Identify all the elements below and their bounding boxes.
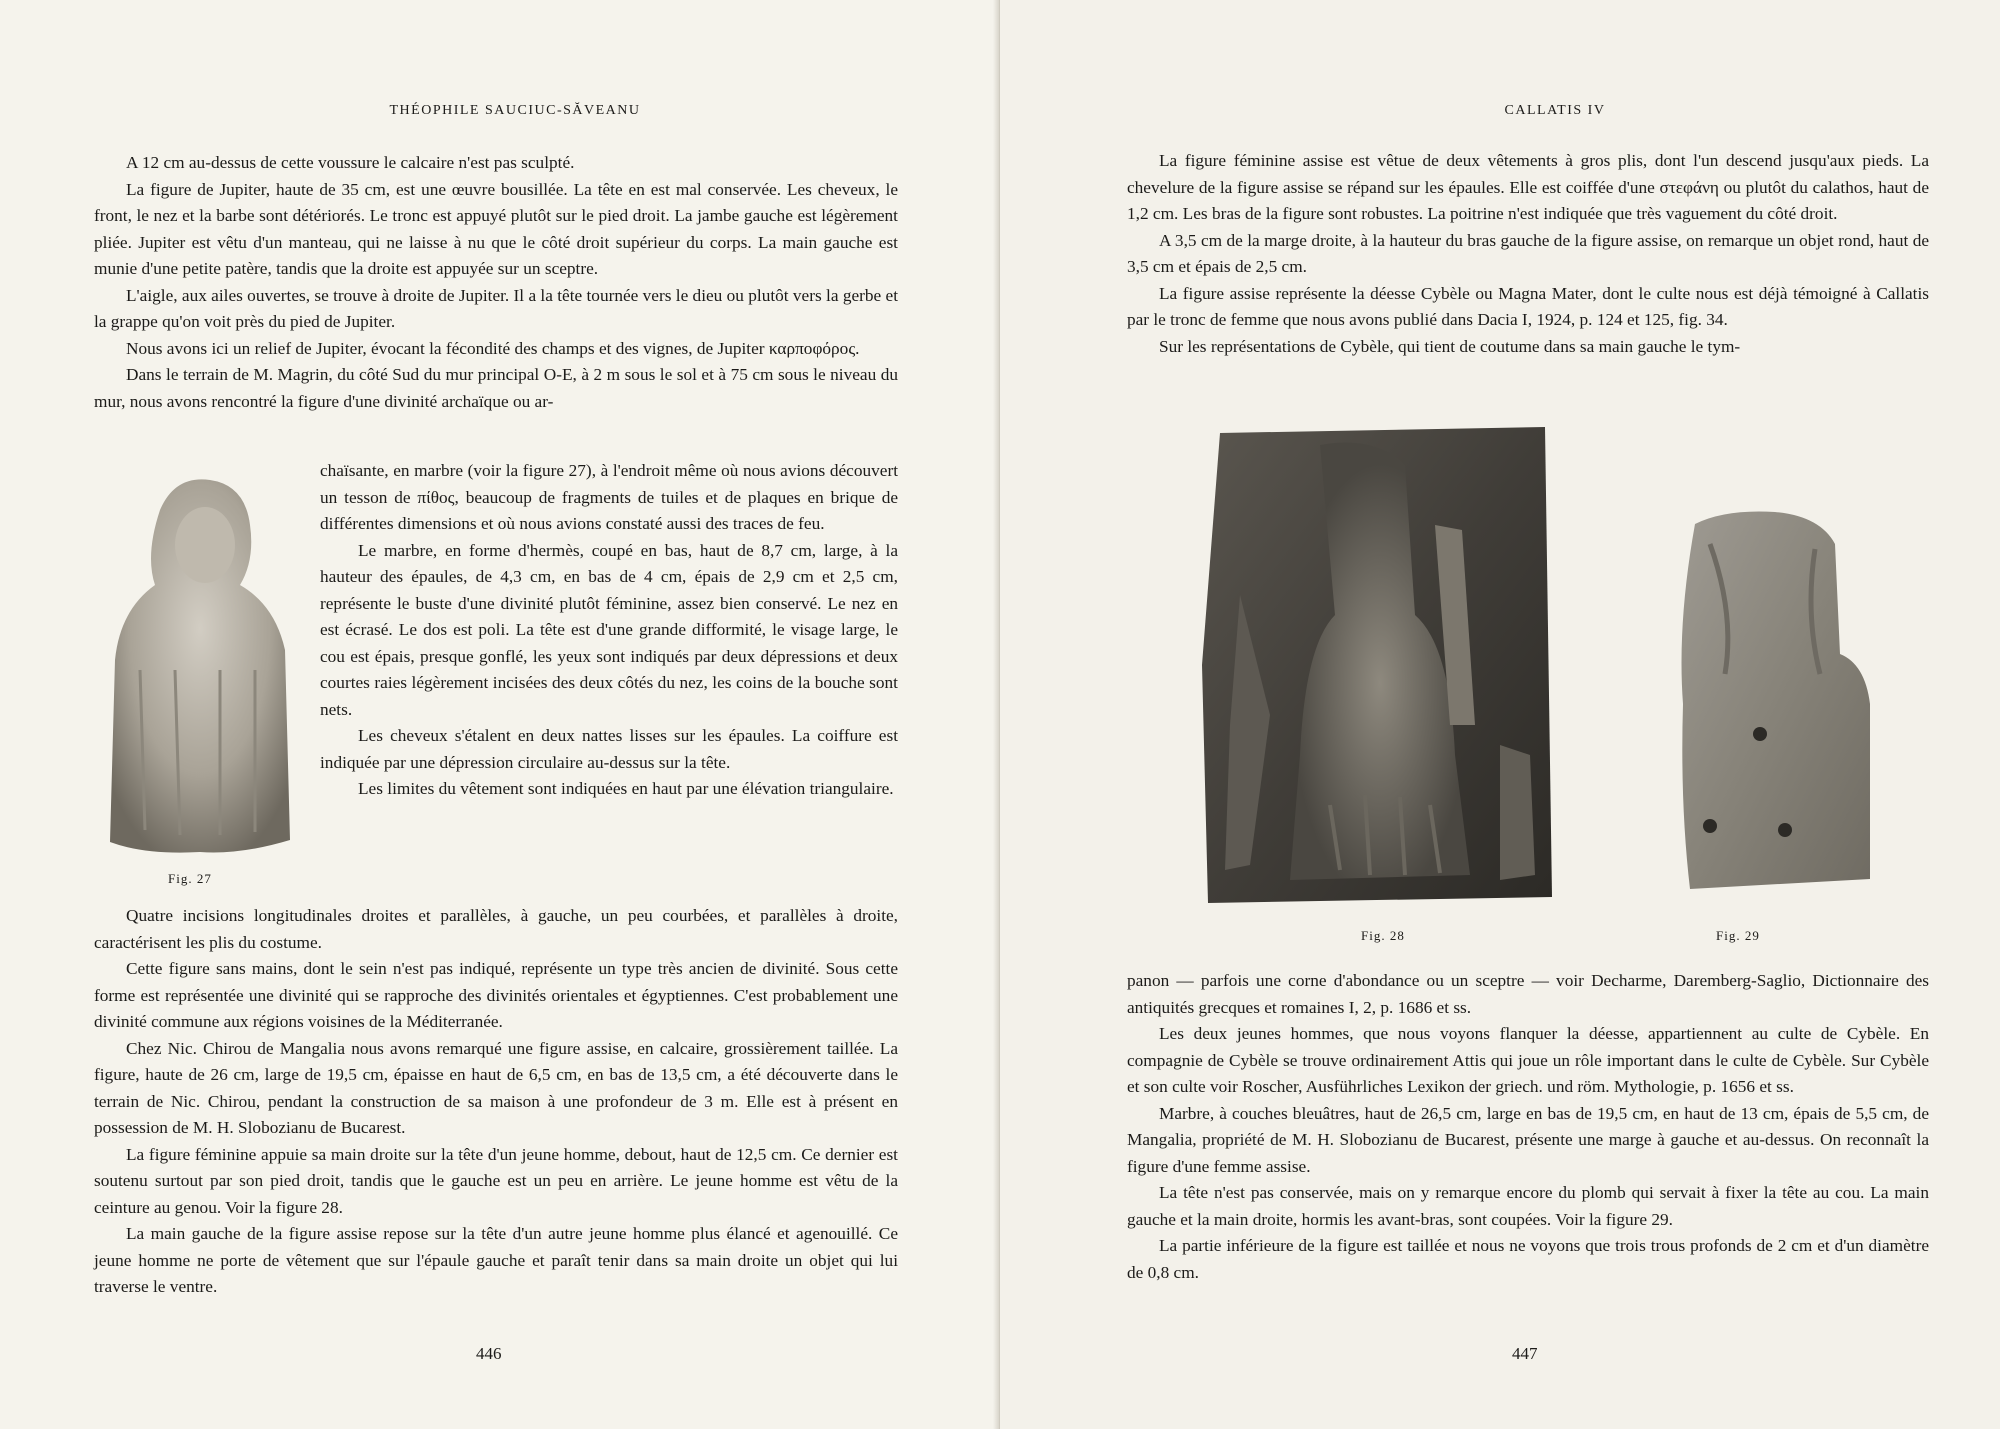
paragraph: La tête n'est pas conservée, mais on y remarque encore du plomb qui servait à fixer la tête au cou. La main gauche et la main droite, hormis les avant-bras, sont coupées. Voir la figure 29. bbox=[1127, 1183, 1929, 1229]
left-bottom-text bbox=[94, 903, 898, 1301]
paragraph: A 12 cm au-dessus de cette voussure le calcaire n'est pas sculpté. bbox=[126, 153, 575, 172]
figure-27-photo bbox=[100, 470, 300, 855]
paragraph: Sur les représentations de Cybèle, qui tient de coutume dans sa main gauche le tym- bbox=[1159, 336, 1741, 356]
paragraph: La figure féminine appuie sa main droite sur la tête d'un jeune homme, debout, haut de 12,5 cm. Ce dernier est soutenu surtout par son pied droit, tandis que le gauche est un peu en arrière. Le jeune homme est vêtu de la ceinture au genou. Voir la figure 28. bbox=[94, 1144, 898, 1217]
paragraph: Chez Nic. Chirou de Mangalia nous avons remarqué une figure assise, en calcaire, grossièrement taillée. La figure, haute de 26 cm, large de 19,5 cm, épaisse en haut de 6,5 cm, en bas de 13,5 cm, a été découverte dans le terrain de Nic. Chirou, pendant la construction de sa maison à une profondeur de 3 m. Elle est à présent en possession de M. H. Slobozianu de Bucarest. bbox=[94, 1038, 898, 1137]
paragraph: La partie inférieure de la figure est taillée et nous ne voyons que trois trous profonds de 2 cm et d'un diamètre de 0,8 cm. bbox=[1127, 1236, 1929, 1282]
paragraph: Marbre, à couches bleuâtres, haut de 26,5 cm, large en bas de 19,5 cm, en haut de 13 cm, épais de 5,5 cm, de Mangalia, propriété de M. H. Slobozianu de Bucarest, présente une marge à gauche et au-dessus. On reconnaît la figure d'une femme assise. bbox=[1127, 1103, 1929, 1176]
figure-27-caption: Fig. 27 bbox=[168, 871, 212, 886]
paragraph: panon — parfois une corne d'abondance ou un sceptre — voir Decharme, Daremberg-Saglio, Dictionnaire des antiquités grecques et romaines I, 2, p. 1686 et ss. bbox=[1127, 971, 1929, 1017]
paragraph: Cette figure sans mains, dont le sein n'est pas indiqué, représente un type très ancien de divinité. Sous cette forme est représentée une divinité qui se rapproche des divinités orientales et égyptiennes. C'est probablement une divinité commune aux régions voisines de la Méditerranée. bbox=[94, 959, 898, 1031]
page-number-left: 446 bbox=[476, 1344, 502, 1363]
paragraph: Le marbre, en forme d'hermès, coupé en bas, haut de 8,7 cm, large, à la hauteur des épaules, de 4,3 cm, en bas de 4 cm, épais de 2,9 cm et 2,5 cm, représente le buste d'une divinité plutôt féminine, assez bien conservé. Le nez en est écrasé. Le dos est poli. La tête est d'une grande difformité, le visage large, le cou est épais, presque gonflé, les yeux sont indiqués par deux dépressions et deux courtes raies légèrement incisées des deux côtés du nez, les coins de la bouche sont nets. bbox=[320, 540, 898, 719]
paragraph: A 3,5 cm de la marge droite, à la hauteur du bras gauche de la figure assise, on remarque un objet rond, haut de 3,5 cm et épais de 2,5 cm. bbox=[1127, 230, 1929, 276]
right-top-text bbox=[1127, 148, 1929, 360]
figure-29-photo bbox=[1665, 504, 1880, 894]
paragraph: Les cheveux s'étalent en deux nattes lisses sur les épaules. La coiffure est indiquée par une dépression circulaire au-dessus sur la tête. bbox=[320, 726, 898, 772]
paragraph: Nous avons ici un relief de Jupiter, évocant la fécondité des champs et des vignes, de Jupiter καρποφόρος. bbox=[126, 338, 860, 358]
paragraph: Dans le terrain de M. Magrin, du côté Sud du mur principal O-E, à 2 m sous le sol et à 75 cm sous le niveau du mur, nous avons rencontré la figure d'une divinité archaïque ou ar- bbox=[94, 365, 898, 411]
figure-29-caption: Fig. 29 bbox=[1716, 928, 1760, 943]
paragraph: Les limites du vêtement sont indiquées en haut par une élévation triangulaire. bbox=[358, 779, 894, 798]
running-head-right: CALLATIS IV bbox=[1504, 103, 1606, 118]
right-page bbox=[1000, 0, 2000, 1429]
right-bottom-text bbox=[1127, 968, 1929, 1286]
paragraph: La main gauche de la figure assise repose sur la tête d'un autre jeune homme plus élancé et agenouillé. Ce jeune homme ne porte de vêtement que sur l'épaule gauche et paraît tenir dans sa main droite un objet qui lui traverse le ventre. bbox=[94, 1224, 898, 1296]
paragraph: Quatre incisions longitudinales droites et parallèles, à gauche, un peu courbées, et parallèles à droite, caractérisent les plis du costume. bbox=[94, 906, 898, 952]
paragraph: La figure assise représente la déesse Cybèle ou Magna Mater, dont le culte nous est déjà témoigné à Callatis par le tronc de femme que nous avons publié dans Dacia I, 1924, p. 124 et 125, fig. 34. bbox=[1127, 283, 1929, 329]
left-top-text bbox=[94, 150, 898, 415]
paragraph: Les deux jeunes hommes, que nous voyons flanquer la déesse, appartiennent au culte de Cybèle. En compagnie de Cybèle se trouve ordinairement Attis qui joue un rôle important dans le culte de Cybèle. Sur Cybèle et son culte voir Roscher, Ausführliches Lexikon der griech. und röm. Mythologie, p. 1656 et ss. bbox=[1127, 1024, 1929, 1096]
paragraph: chaïsante, en marbre (voir la figure 27), à l'endroit même où nous avions découvert un tesson de πίθος, beaucoup de fragments de tuiles et de plaques en brique de différentes dimensions et où nous avions constaté aussi des traces de feu. bbox=[320, 461, 898, 533]
paragraph: L'aigle, aux ailes ouvertes, se trouve à droite de Jupiter. Il a la tête tournée vers le dieu ou plutôt vers la gerbe et la grappe qu'on voit près du pied de Jupiter. bbox=[94, 285, 898, 331]
paragraph: La figure féminine assise est vêtue de deux vêtements à gros plis, dont l'un descend jusqu'aux pieds. La chevelure de la figure assise se répand sur les épaules. Elle est coiffée d'une στεφάνη ou plutôt du calathos, haut de 1,2 cm. Les bras de la figure sont robustes. La poitrine n'est indiquée que très vaguement du côté droit. bbox=[1127, 151, 1929, 223]
figure-28-photo bbox=[1200, 425, 1560, 905]
paragraph: La figure de Jupiter, haute de 35 cm, est une œuvre bousillée. La tête en est mal conservée. Les cheveux, le front, le nez et la barbe sont détériorés. Le tronc est appuyé plutôt sur le pied droit. La jambe gauche est légèrement pliée. Jupiter est vêtu d'un manteau, qui ne laisse à nu que le côté droit supérieur du corps. La main gauche est munie d'une petite patère, tandis que la droite est appuyée sur un sceptre. bbox=[94, 179, 898, 278]
figure-28-caption: Fig. 28 bbox=[1361, 928, 1405, 943]
left-wrap-text bbox=[320, 458, 898, 803]
page-number-right: 447 bbox=[1512, 1344, 1538, 1363]
running-head-left: THÉOPHILE SAUCIUC-SĂVEANU bbox=[389, 103, 641, 118]
